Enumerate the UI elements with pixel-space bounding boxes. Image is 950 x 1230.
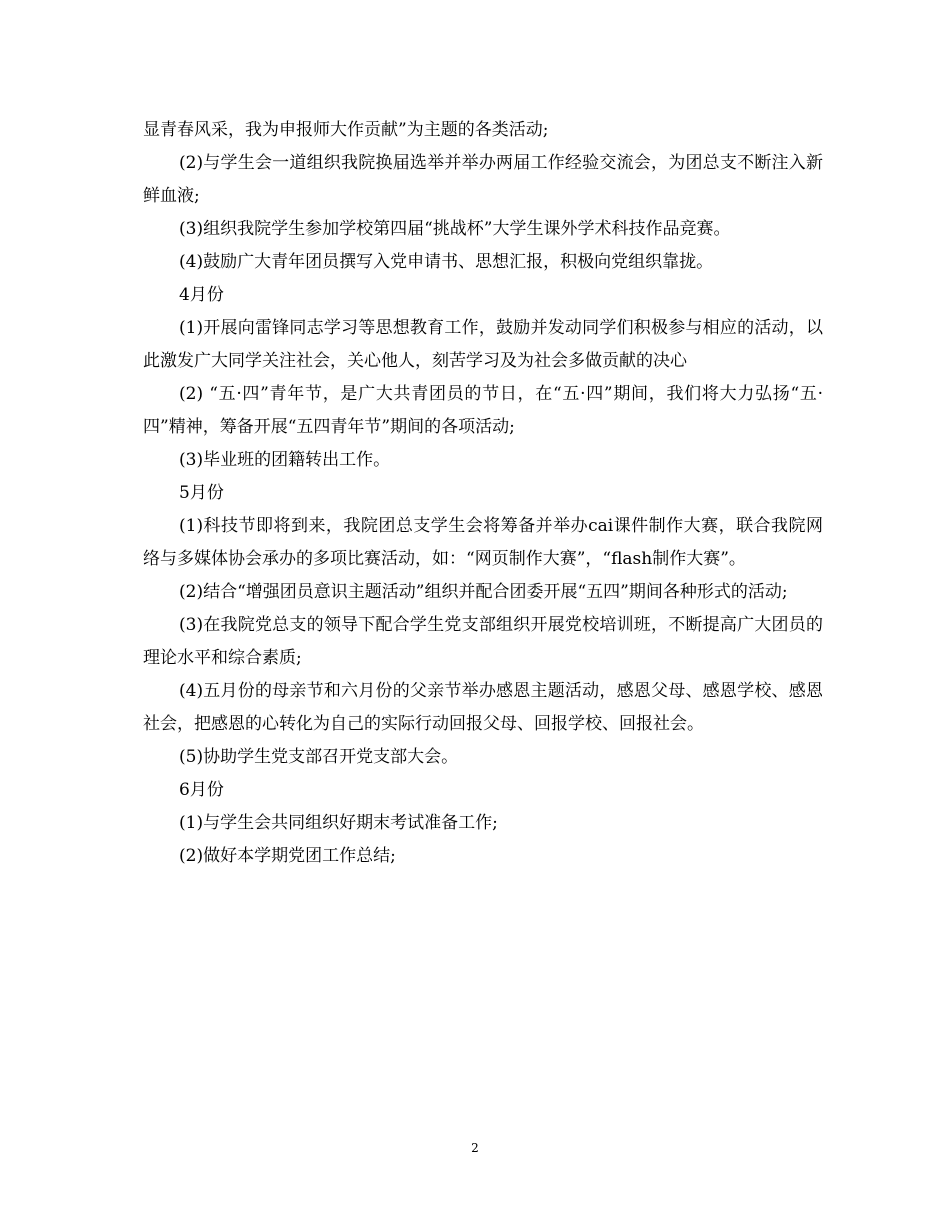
paragraph: (2) “五·四”青年节，是广大共青团员的节日，在“五·四”期间，我们将大力弘扬“五·四”精神，筹备开展“五四青年节”期间的各项活动; (143, 384, 823, 437)
paragraph: 显青春风采，我为申报师大作贡献”为主题的各类活动; (143, 120, 549, 140)
paragraph: (1)开展向雷锋同志学习等思想教育工作，鼓励并发动同学们积极参与相应的活动，以此激发广大同学关注社会，关心他人，刻苦学习及为社会多做贡献的决心 (143, 318, 823, 371)
page-number: 2 (471, 1141, 479, 1155)
document-body (143, 114, 823, 873)
section-heading-april: 4月份 (179, 285, 224, 305)
paragraph: (2)结合“增强团员意识主题活动”组织并配合团委开展“五四”期间各种形式的活动; (179, 582, 788, 602)
paragraph: (3)毕业班的团籍转出工作。 (179, 450, 391, 470)
section-heading-june: 6月份 (179, 780, 224, 800)
paragraph: (2)做好本学期党团工作总结; (179, 846, 396, 866)
paragraph: (2)与学生会一道组织我院换届选举并举办两届工作经验交流会，为团总支不断注入新鲜血液; (143, 153, 823, 206)
section-heading-may: 5月份 (179, 483, 224, 503)
paragraph: (1)科技节即将到来，我院团总支学生会将筹备并举办cai课件制作大赛，联合我院网络与多媒体协会承办的多项比赛活动，如：“网页制作大赛”，“flash制作大赛”。 (143, 516, 823, 569)
paragraph: (5)协助学生党支部召开党支部大会。 (179, 747, 459, 767)
paragraph: (1)与学生会共同组织好期末考试准备工作; (179, 813, 498, 833)
paragraph: (3)在我院党总支的领导下配合学生党支部组织开展党校培训班，不断提高广大团员的理论水平和综合素质; (143, 615, 823, 668)
paragraph: (3)组织我院学生参加学校第四届“挑战杯”大学生课外学术科技作品竞赛。 (179, 219, 731, 239)
paragraph: (4)鼓励广大青年团员撰写入党申请书、思想汇报，积极向党组织靠拢。 (179, 252, 714, 272)
paragraph: (4)五月份的母亲节和六月份的父亲节举办感恩主题活动，感恩父母、感恩学校、感恩社会，把感恩的心转化为自己的实际行动回报父母、回报学校、回报社会。 (143, 681, 823, 734)
